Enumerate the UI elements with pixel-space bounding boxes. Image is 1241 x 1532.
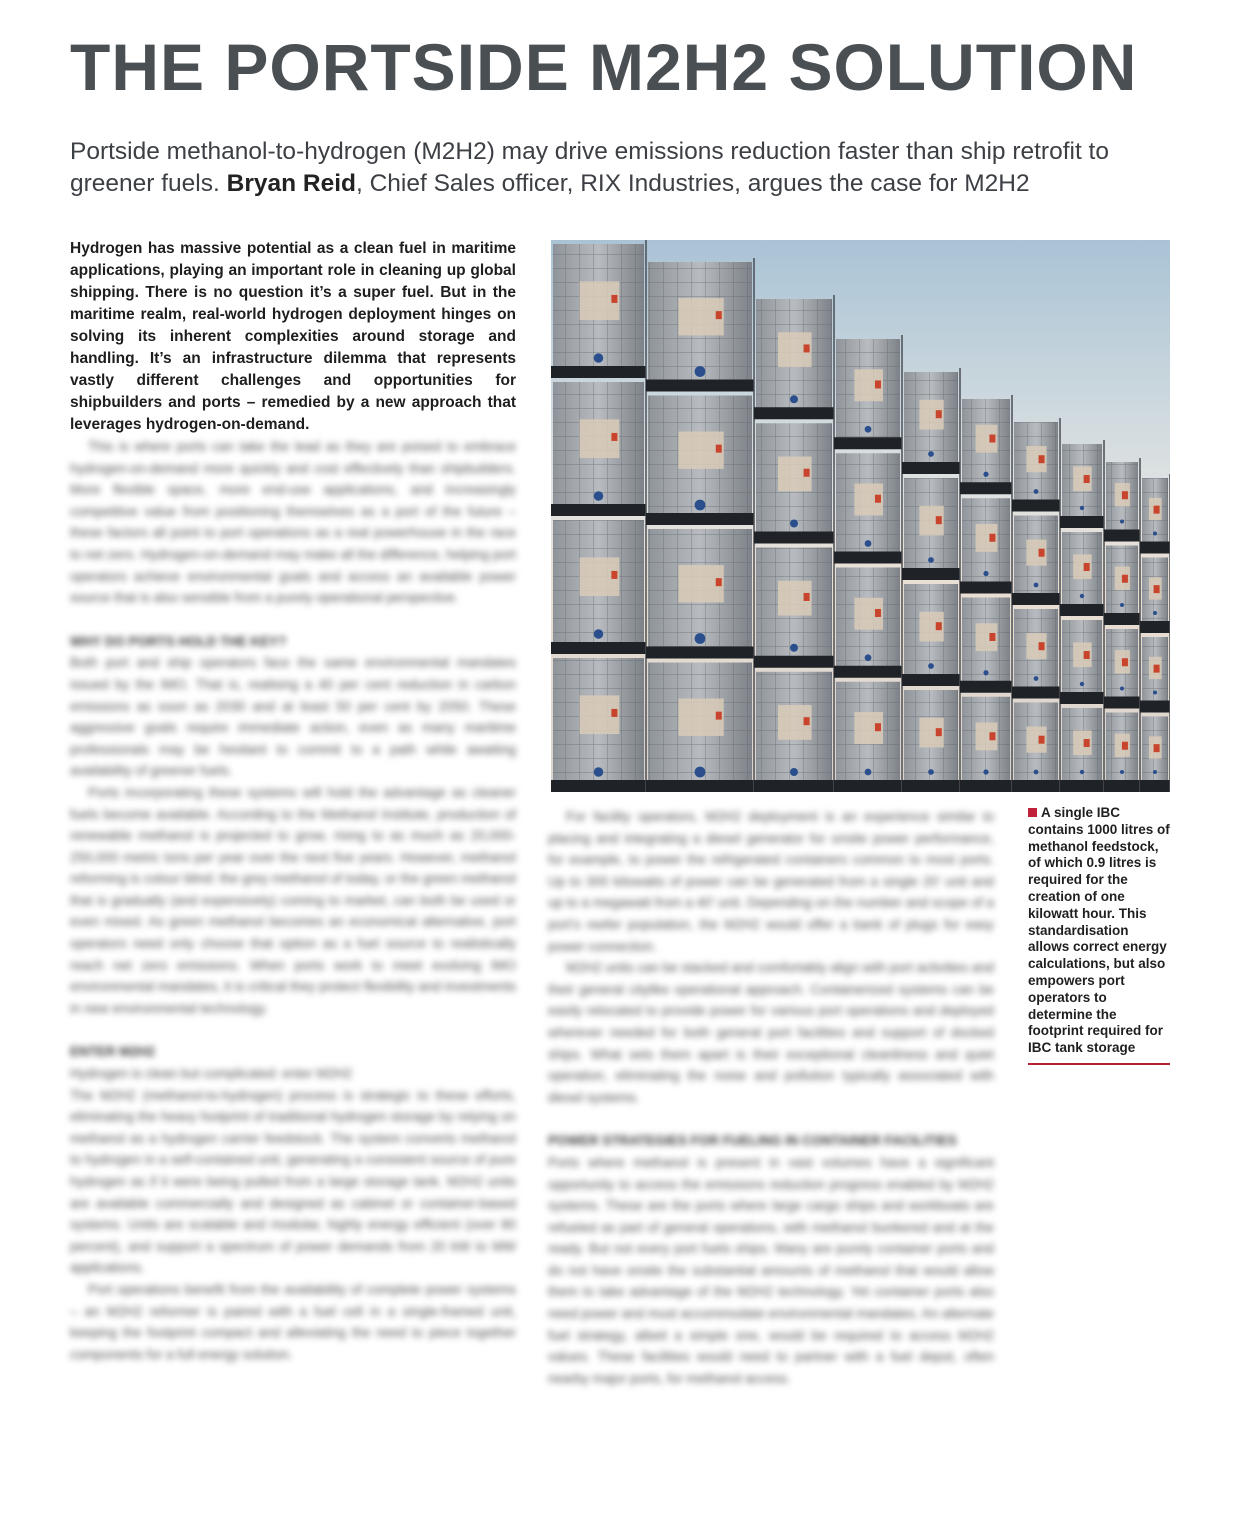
hazard-sticker: [989, 732, 995, 740]
caption-marker-icon: [1028, 808, 1037, 817]
hazard-sticker: [1122, 491, 1128, 499]
hazard-sticker: [875, 609, 881, 617]
left-column-body: [70, 436, 516, 1365]
tank-valve: [790, 768, 798, 776]
tank-pallet: [754, 407, 834, 419]
headline: THE PORTSIDE M2H2 SOLUTION: [70, 30, 1138, 104]
tank-valve: [790, 644, 798, 652]
ibc-tank: [902, 478, 960, 580]
hazard-sticker: [1122, 575, 1128, 583]
tank-pallet: [960, 582, 1012, 594]
tank-pallet: [1012, 500, 1060, 512]
photo-caption: [1028, 805, 1170, 1065]
tank-valve: [983, 472, 988, 477]
tank-valve: [1153, 611, 1157, 615]
tank-pallet: [834, 552, 902, 564]
tank-pallet: [834, 666, 902, 678]
tank-pallet: [1012, 687, 1060, 699]
body-paragraph: For facility operators, M2H2 deployment is an experience similar to placing and integrating a diesel generator for onsite power performance, for example, to power the refrigerated containers common to most ports. Up to 300 kilowatts of power can be generated from a single 20’ unit and up to a megawatt from a 40’ unit. Depending on the number and scope of a port’s reefer population, the M2H2 would offer a bank of plugs for easy power connection.: [548, 809, 994, 954]
tank-valve: [1080, 506, 1084, 510]
tank-pallet: [551, 366, 646, 378]
hazard-sticker: [611, 433, 617, 441]
hazard-sticker: [1154, 744, 1160, 752]
tank-valve: [594, 629, 604, 639]
hazard-sticker: [936, 728, 942, 736]
ibc-tank: [960, 399, 1012, 494]
hazard-sticker: [1122, 742, 1128, 750]
hazard-sticker: [611, 295, 617, 303]
tank-valve: [928, 451, 934, 457]
ibc-tank: [646, 663, 754, 793]
section-heading: ENTER M2H2: [70, 1044, 155, 1060]
ibc-tank: [551, 244, 646, 378]
tank-pallet: [1140, 621, 1170, 633]
tank-valve: [695, 767, 706, 778]
section-heading: WHY DO PORTS HOLD THE KEY?: [70, 633, 287, 649]
hazard-sticker: [1084, 475, 1090, 483]
body-paragraph: Both port and ship operators face the same environmental mandates issued by the IMO. That is, realising a 40 per cent reduction in carbon emissions as soon as 2030 and at least 50 per cent by 2050. These aggressive goals require immediate action, even as many maritime professionals may be hesitant to commit to a path while awaiting availability of greener fuels.: [70, 655, 516, 779]
hazard-sticker: [1039, 736, 1045, 744]
body-paragraph: The M2H2 (methanol-to-hydrogen) process is strategic to these efforts, eliminating the heavy footprint of traditional hydrogen storage by relying on methanol as a hydrogen carrier feedstock. The system converts methanol to hydrogen in a self-contained unit, generating a consistent source of pure hydrogen as if it were being pulled from a large storage tank. M2H2 units are available commercially and designed as cabinet or container-based systems. Units are scalable and modular, highly energy efficient (over 80 percent), and support a spectrum of power demands from 20 kW to MW applications.: [70, 1087, 516, 1276]
tank-valve: [790, 520, 798, 528]
intro-paragraph: Hydrogen has massive potential as a clean fuel in maritime applications, playing an important role in cleaning up global shipping. There is no question it’s a super fuel. But in the maritime realm, real-world hydrogen deployment hinges on solving its inherent complexities around storage and handling. It’s an infrastructure dilemma that represents vastly different challenges and opportunities for shipbuilders and ports – remedied by a new approach that leverages hydrogen-on-demand.: [70, 240, 516, 433]
hazard-sticker: [1154, 585, 1160, 593]
ibc-tank: [1060, 532, 1104, 616]
hazard-sticker: [804, 593, 810, 601]
ibc-tank: [551, 520, 646, 654]
tank-valve: [928, 663, 934, 669]
ibc-tank: [646, 262, 754, 392]
ibc-tank: [902, 584, 960, 686]
ibc-tank: [551, 382, 646, 516]
hazard-sticker: [1084, 563, 1090, 571]
tank-stacks: [551, 240, 1170, 792]
caption-text: A single IBC contains 1000 litres of methanol feedstock, of which 0.9 litres is required for the creation of one kilowatt hour. This standardisation allows correct energy calculations, but also empowers port operators to determine the footprint required for IBC tank storage: [1028, 805, 1170, 1056]
tank-valve: [1080, 770, 1084, 774]
ibc-tank: [1012, 422, 1060, 512]
tank-valve: [1080, 682, 1084, 686]
tank-valve: [594, 491, 604, 501]
tank-pallet: [902, 568, 960, 580]
tank-valve: [1153, 770, 1157, 774]
hazard-sticker: [989, 633, 995, 641]
ibc-tank: [1060, 444, 1104, 528]
tank-pallet: [1104, 780, 1140, 792]
tank-valve: [1120, 770, 1124, 774]
hazard-sticker: [875, 723, 881, 731]
tank-valve: [695, 500, 706, 511]
tank-valve: [1034, 489, 1039, 494]
author-name: Bryan Reid: [226, 170, 356, 197]
tank-pallet: [960, 780, 1012, 792]
tank-pallet: [754, 532, 834, 544]
ibc-tank: [960, 598, 1012, 693]
tank-pallet: [646, 780, 754, 792]
hazard-sticker: [804, 469, 810, 477]
tank-valve: [865, 654, 872, 661]
ibc-tank: [902, 372, 960, 474]
hazard-sticker: [1084, 739, 1090, 747]
tank-valve: [695, 366, 706, 377]
tank-valve: [983, 769, 988, 774]
ibc-tank: [754, 672, 834, 792]
ibc-tank: [1060, 708, 1104, 792]
tank-pallet: [1104, 697, 1140, 709]
ibc-tank: [1104, 546, 1140, 626]
tank-valve: [865, 426, 872, 433]
hazard-sticker: [936, 622, 942, 630]
ibc-tank: [754, 299, 834, 419]
tank-pallet: [960, 681, 1012, 693]
hazard-sticker: [1039, 549, 1045, 557]
tank-valve: [1034, 770, 1039, 775]
tank-pallet: [646, 513, 754, 525]
ibc-tank: [1012, 609, 1060, 699]
body-paragraph: Port operations benefit from the availability of complete power systems – an M2H2 reformer is paired with a fuel cell in a single-framed unit, keeping the footprint compact and alleviating the need to piece together components for a full energy solution.: [70, 1281, 516, 1362]
ibc-tank: [834, 568, 902, 678]
hazard-sticker: [1084, 651, 1090, 659]
body-paragraph: Ports incorporating these systems will hold the advantage as cleaner fuels become available. According to the Methanol Institute, production of renewable methanol is projected to grow, rising to as much as 20,000-250,000 metric tons per year over the next five years. However, methanol reforming is colour blind: the grey methanol of today, or the green methanol that is gradually (and expensively) coming to market, can both be used or even mixed. As green methanol becomes an economical alternative, port operators need only choose that option as a fuel source to realistically reach net zero emissions. When ports work to meet evolving IMO environmental mandates, it is critical they protect flexibility and investments in new environmental technology.: [70, 784, 516, 1016]
tank-valve: [928, 769, 934, 775]
ibc-tank: [551, 658, 646, 792]
tank-valve: [865, 769, 872, 776]
ibc-tank: [834, 682, 902, 792]
tank-pallet: [551, 642, 646, 654]
hazard-sticker: [989, 435, 995, 443]
tank-pallet: [1060, 516, 1104, 528]
ibc-tank: [1140, 558, 1170, 634]
ibc-tank: [646, 529, 754, 659]
hazard-sticker: [804, 344, 810, 352]
tank-pallet: [754, 656, 834, 668]
hazard-sticker: [611, 709, 617, 717]
ibc-tank: [1104, 713, 1140, 793]
tank-valve: [865, 540, 872, 547]
tank-pallet: [834, 780, 902, 792]
body-paragraph: M2H2 units can be stacked and comfortably align with port activities and their general citylike operational approach. Containerized systems can be easily relocated to provide power for various port operations and deployed wherever needed for both general port facilities and support of docked ships. What sets them apart is their exceptional cleanliness and quiet operation, eliminating the noise and pollution typically associated with diesel systems.: [548, 960, 994, 1105]
tank-valve: [790, 395, 798, 403]
tank-pallet: [834, 437, 902, 449]
tank-pallet: [1060, 780, 1104, 792]
ibc-tank: [646, 396, 754, 526]
tank-valve: [983, 571, 988, 576]
hazard-sticker: [716, 578, 722, 586]
tank-pallet: [902, 462, 960, 474]
ibc-tank: [902, 690, 960, 792]
hazard-sticker: [804, 717, 810, 725]
tank-valve: [1120, 687, 1124, 691]
tank-valve: [1034, 676, 1039, 681]
section-heading: POWER STRATEGIES FOR FUELING IN CONTAINER FACILITIES: [548, 1133, 957, 1149]
tank-pallet: [960, 482, 1012, 494]
tank-pallet: [551, 780, 646, 792]
tank-pallet: [1012, 593, 1060, 605]
tank-valve: [594, 353, 604, 363]
tank-valve: [1153, 691, 1157, 695]
hazard-sticker: [716, 712, 722, 720]
ibc-tank: [960, 697, 1012, 792]
ibc-tank: [1140, 717, 1170, 793]
ibc-tanks-illustration: [551, 240, 1170, 792]
body-paragraph: This is where ports can take the lead as they are poised to embrace hydrogen-on-demand more quickly and cost effectively than shipbuilders. More flexible space, more end-use applications, and increasingly competitive value from positioning themselves as a port of the future – these factors all point to port operations as a real powerhouse in the race to net zero. Hydrogen-on-demand may make all the difference, helping port operators achieve environmental goals and access an available power source that is also sensible from a purely operational perspective.: [70, 439, 516, 606]
hazard-sticker: [875, 380, 881, 388]
tank-pallet: [1104, 613, 1140, 625]
ibc-tank: [1012, 516, 1060, 606]
hazard-sticker: [936, 410, 942, 418]
tank-pallet: [1140, 701, 1170, 713]
ibc-tank: [1140, 637, 1170, 713]
ibc-tank: [1060, 620, 1104, 704]
ibc-tank: [754, 423, 834, 543]
standfirst-lead: Portside methanol-to-hydrogen (M2H2) may drive emissions reduction faster than ship retrofit to greener fuels.: [70, 138, 1109, 197]
hazard-sticker: [875, 495, 881, 503]
ibc-tank: [1104, 629, 1140, 709]
tank-pallet: [1140, 542, 1170, 554]
hazard-sticker: [1154, 665, 1160, 673]
hazard-sticker: [716, 311, 722, 319]
tank-pallet: [1140, 780, 1170, 792]
tank-valve: [695, 633, 706, 644]
ibc-tank: [1012, 703, 1060, 793]
ibc-tank: [960, 498, 1012, 593]
tank-valve: [983, 670, 988, 675]
tank-pallet: [1060, 692, 1104, 704]
tank-valve: [1080, 594, 1084, 598]
tank-valve: [1120, 603, 1124, 607]
hazard-sticker: [936, 516, 942, 524]
hazard-sticker: [1039, 455, 1045, 463]
tank-valve: [1153, 532, 1157, 536]
tank-pallet: [646, 380, 754, 392]
tank-valve: [1034, 583, 1039, 588]
hazard-sticker: [989, 534, 995, 542]
author-role: , Chief Sales officer, RIX Industries, argues the case for M2H2: [355, 170, 1030, 197]
tank-pallet: [646, 647, 754, 659]
ibc-tanks-photo: [551, 240, 1170, 792]
ibc-tank: [834, 339, 902, 449]
ibc-tank: [1140, 478, 1170, 554]
tank-valve: [1120, 520, 1124, 524]
hazard-sticker: [716, 445, 722, 453]
hazard-sticker: [1154, 506, 1160, 514]
ibc-tank: [834, 453, 902, 563]
ibc-tank: [1104, 462, 1140, 542]
body-paragraph: Hydrogen is clean but complicated: enter M2H2: [70, 1066, 353, 1082]
tank-pallet: [1104, 530, 1140, 542]
tank-pallet: [902, 780, 960, 792]
hazard-sticker: [1122, 658, 1128, 666]
tank-pallet: [754, 780, 834, 792]
tank-pallet: [551, 504, 646, 516]
tank-valve: [928, 557, 934, 563]
tank-pallet: [902, 674, 960, 686]
hazard-sticker: [1039, 642, 1045, 650]
tank-valve: [594, 767, 604, 777]
tank-pallet: [1012, 780, 1060, 792]
hazard-sticker: [611, 571, 617, 579]
middle-column-body: [548, 806, 994, 1389]
tank-pallet: [1060, 604, 1104, 616]
body-paragraph: Ports where methanol is present in vast volumes have a significant opportunity to access the emissions reduction progress enabled by M2H2 systems. These are the ports where large cargo ships and workboats are refueled as part of general operations, with methanol bunkered and at the ready. But not every port fuels ships. Many are purely container ports and do not have onsite the substantial amounts of methanol that would allow them to take advantage of the M2H2 technology. Yet container ports also need power and must accommodate environmental mandates. An alternate fuel strategy, albeit a simple one, would be required to access M2H2 values. These facilities would need to partner with a fuel depot, often nearby major ports, for methanol access.: [548, 1154, 994, 1386]
standfirst: [70, 136, 1180, 200]
ibc-tank: [754, 548, 834, 668]
